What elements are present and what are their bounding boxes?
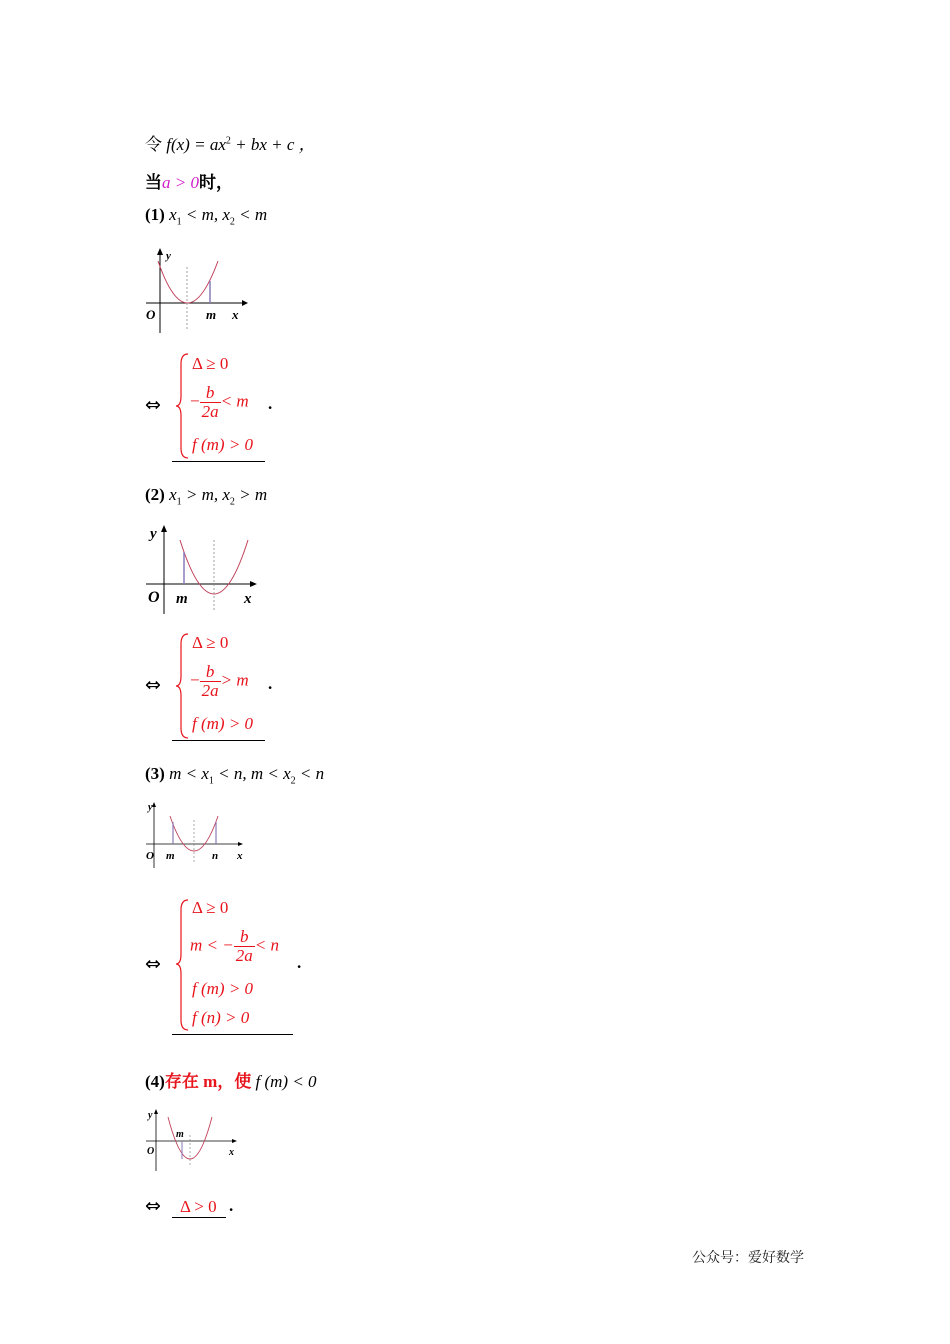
case3-graph	[142, 798, 252, 870]
y-axis-arrow	[152, 802, 156, 807]
case1-sub2: 2	[229, 216, 235, 228]
shi-text: 时，	[198, 173, 233, 192]
case4-text: 存在 m，使	[164, 1072, 252, 1091]
exponent: 2	[225, 135, 231, 147]
case2-row3: f (m) > 0	[192, 714, 254, 733]
x-label: x	[244, 591, 252, 607]
case2-label: (2)	[145, 485, 165, 504]
case1-row2-pre: −	[190, 391, 200, 411]
case1-row3: f (m) > 0	[192, 435, 254, 454]
case1-frac-num: b	[200, 384, 221, 403]
case2-period: .	[268, 674, 273, 693]
case3-row1: Δ ≥ 0	[192, 898, 229, 917]
case1-graph	[140, 245, 250, 337]
case4-answer-underline	[172, 1217, 226, 1218]
x-label: x	[229, 1147, 234, 1158]
x-label: x	[232, 307, 239, 322]
function-definition-rest: + bx + c ，	[230, 135, 316, 154]
case3-row3: f (m) > 0	[192, 979, 254, 998]
case2-row1: Δ ≥ 0	[192, 633, 229, 652]
case2-row2-pre: −	[190, 670, 200, 690]
case1-label: (1)	[145, 205, 165, 224]
y-axis-arrow	[154, 1109, 158, 1114]
origin-label: O	[148, 589, 160, 606]
condition-line	[145, 168, 233, 193]
case3-sub2: 2	[290, 775, 296, 787]
case1-frac-den: 2a	[201, 401, 219, 421]
case3-brace	[176, 898, 190, 1032]
function-definition: f(x) = ax	[166, 135, 226, 154]
case3-row4: f (n) > 0	[192, 1008, 250, 1027]
footer-account: 公众号：爱好数学	[692, 1250, 804, 1266]
definition-line	[145, 130, 316, 155]
y-label: y	[148, 1110, 153, 1121]
case1-row2	[190, 384, 249, 421]
case2-heading	[145, 485, 267, 507]
case1-cond-a: x	[164, 205, 177, 224]
x-label: x	[237, 850, 243, 862]
case4-label: (4)	[145, 1072, 165, 1091]
case4-heading	[145, 1067, 317, 1092]
x-axis-arrow	[238, 842, 243, 846]
y-axis-arrow	[161, 525, 167, 532]
case3-label: (3)	[145, 764, 165, 783]
case2-brace	[176, 632, 190, 740]
case4-graph	[142, 1105, 242, 1173]
case3-cond-b: < n, m < x	[213, 764, 291, 783]
case4-iff-symbol: ⇔	[145, 1195, 161, 1217]
y-label: y	[148, 802, 153, 813]
case1-row2-post: < m	[220, 391, 249, 411]
y-label: y	[150, 526, 157, 542]
case4-answer: Δ > 0	[180, 1197, 217, 1216]
case1-cond-c: < m	[234, 205, 268, 224]
case2-sub2: 2	[229, 496, 235, 508]
case3-answer-underline	[172, 1034, 293, 1035]
case2-cond-c: > m	[234, 485, 268, 504]
case3-frac-num: b	[234, 928, 255, 947]
case3-frac-den: 2a	[235, 945, 253, 965]
y-label: y	[166, 250, 171, 262]
case3-fraction	[234, 928, 255, 965]
parabola-curve	[158, 261, 218, 303]
case1-sub1: 1	[176, 216, 182, 228]
case2-sub1: 1	[176, 496, 182, 508]
case1-brace	[176, 352, 190, 460]
case1-period: .	[268, 394, 273, 413]
case1-iff-symbol: ⇔	[145, 394, 161, 416]
x-axis-arrow	[242, 300, 248, 306]
origin-label: O	[147, 1146, 155, 1157]
case3-cond-c: < n	[295, 764, 325, 783]
case3-row2-pre: m < −	[190, 935, 234, 955]
origin-label: O	[146, 307, 156, 322]
origin-label: O	[146, 850, 154, 862]
case1-fraction	[200, 384, 221, 421]
case3-period: .	[297, 953, 302, 972]
case2-frac-den: 2a	[201, 680, 219, 700]
case2-cond-b: > m, x	[181, 485, 230, 504]
case3-heading	[145, 764, 324, 786]
case2-fraction	[200, 663, 221, 700]
dang-text: 当	[145, 173, 162, 192]
n-label: n	[212, 850, 219, 862]
case3-cond-a: m < x	[164, 764, 209, 783]
case1-cond-b: < m, x	[181, 205, 230, 224]
case1-heading	[145, 205, 267, 227]
case3-row2	[190, 928, 279, 965]
case2-iff-symbol: ⇔	[145, 674, 161, 696]
case1-row1: Δ ≥ 0	[192, 354, 229, 373]
case2-answer-underline	[172, 740, 265, 741]
case2-cond-a: x	[164, 485, 177, 504]
case3-sub1: 1	[208, 775, 214, 787]
case2-row2-post: > m	[220, 670, 249, 690]
case2-graph	[140, 520, 265, 615]
x-axis-arrow	[232, 1139, 237, 1143]
x-axis-arrow	[250, 581, 257, 587]
m-label: m	[176, 1129, 184, 1140]
case1-answer-underline	[172, 461, 265, 462]
m-label: m	[176, 591, 188, 607]
case2-frac-num: b	[200, 663, 221, 682]
case4-cond: f (m) < 0	[251, 1072, 317, 1091]
m-label: m	[206, 307, 217, 322]
case3-iff-symbol: ⇔	[145, 953, 161, 975]
a-positive: a > 0	[162, 173, 199, 192]
y-axis-arrow	[157, 248, 163, 255]
case2-row2	[190, 663, 249, 700]
m-label: m	[166, 850, 175, 862]
case4-period: .	[229, 1196, 234, 1215]
ling-text: 令	[145, 135, 162, 154]
case3-row2-post: < n	[254, 935, 279, 955]
